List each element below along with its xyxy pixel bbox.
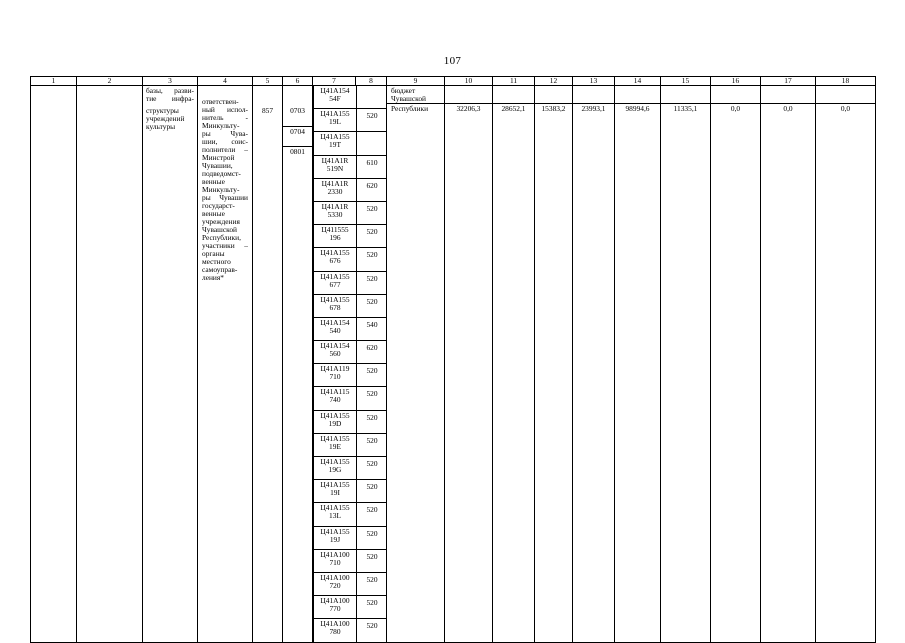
expense-type: 520 bbox=[357, 503, 387, 526]
code-part: 19J bbox=[329, 534, 341, 544]
code-part: 2330 bbox=[327, 186, 343, 196]
text-line: учреждений bbox=[146, 114, 185, 123]
header-cell: 13 bbox=[573, 77, 615, 86]
target-code bbox=[314, 225, 357, 248]
target-code bbox=[314, 596, 357, 619]
header-cell: 5 bbox=[253, 77, 283, 86]
target-code bbox=[314, 155, 357, 178]
code-part: Ц41А155 bbox=[320, 294, 350, 304]
expense-type: 520 bbox=[357, 526, 387, 549]
header-row bbox=[31, 77, 876, 86]
code-part: 196 bbox=[329, 233, 341, 243]
text-line: ответствен- bbox=[202, 97, 239, 106]
text-line: ры Чувашии bbox=[202, 193, 248, 202]
expense-type: 520 bbox=[357, 364, 387, 387]
cell-value: 28652,1 bbox=[493, 86, 535, 643]
cell-funding-source bbox=[387, 86, 445, 643]
expense-type: 520 bbox=[357, 387, 387, 410]
text-line: Минстрой bbox=[202, 153, 235, 162]
target-code bbox=[314, 433, 357, 456]
cell-event-name bbox=[143, 86, 198, 643]
text-line: Чувашии, bbox=[202, 161, 233, 170]
code-row bbox=[314, 549, 387, 572]
code-part: Ц41А155 bbox=[320, 410, 350, 420]
code-part: 560 bbox=[329, 349, 341, 359]
text-line: нитель - bbox=[202, 113, 248, 122]
text-line: ления* bbox=[202, 273, 224, 282]
section-code: 0704 bbox=[283, 126, 312, 146]
code-row bbox=[314, 433, 387, 456]
cell-value: 15383,2 bbox=[535, 86, 573, 643]
code-row bbox=[314, 526, 387, 549]
code-part: Ц41А155 bbox=[320, 271, 350, 281]
text-line: местного bbox=[202, 257, 231, 266]
code-part: Ц41А100 bbox=[320, 596, 350, 606]
header-cell: 1 bbox=[31, 77, 77, 86]
funding-line: бюджет bbox=[391, 86, 416, 95]
text-line: участники – bbox=[202, 241, 248, 250]
target-code bbox=[314, 410, 357, 433]
target-code bbox=[314, 480, 357, 503]
code-row bbox=[314, 317, 387, 340]
text-line: ры Чува- bbox=[202, 129, 248, 138]
code-part: 19D bbox=[328, 418, 342, 428]
code-part: 770 bbox=[329, 604, 341, 614]
expense-type: 520 bbox=[357, 596, 387, 619]
header-cell: 11 bbox=[493, 77, 535, 86]
target-code bbox=[314, 201, 357, 224]
code-row bbox=[314, 341, 387, 364]
expense-type: 520 bbox=[357, 457, 387, 480]
expense-type: 520 bbox=[357, 433, 387, 456]
text-line: культуры bbox=[146, 122, 176, 131]
text-line: самоуправ- bbox=[202, 265, 238, 274]
code-list bbox=[313, 86, 387, 642]
cell-value: 32206,3 bbox=[445, 86, 493, 643]
text-line: венные bbox=[202, 209, 225, 218]
code-row bbox=[314, 387, 387, 410]
target-code bbox=[314, 109, 357, 132]
code-row bbox=[314, 271, 387, 294]
header-cell: 16 bbox=[711, 77, 761, 86]
text-line: учреждения bbox=[202, 217, 240, 226]
cell-value: 0,0 bbox=[816, 86, 876, 643]
code-part: Ц41А155 bbox=[320, 480, 350, 490]
code-part: Ц41А100 bbox=[320, 572, 350, 582]
code-row bbox=[314, 572, 387, 595]
cell-executors bbox=[198, 86, 253, 643]
expense-type: 520 bbox=[357, 294, 387, 317]
header-cell: 9 bbox=[387, 77, 445, 86]
code-part: Ц41А155 bbox=[320, 457, 350, 466]
expense-type: 520 bbox=[357, 201, 387, 224]
target-code bbox=[314, 549, 357, 572]
header-cell: 14 bbox=[615, 77, 661, 86]
header-cell: 4 bbox=[198, 77, 253, 86]
code-part: 19T bbox=[329, 140, 341, 150]
header-cell: 18 bbox=[816, 77, 876, 86]
expense-type: 620 bbox=[357, 341, 387, 364]
cell-value: 0,0 bbox=[711, 86, 761, 643]
data-row bbox=[31, 86, 876, 643]
code-part: Ц41А1R bbox=[321, 178, 349, 188]
text-line: Республики, bbox=[202, 233, 241, 242]
code-part: 5330 bbox=[327, 209, 343, 219]
target-code bbox=[314, 364, 357, 387]
header-cell: 7 bbox=[313, 77, 356, 86]
code-row bbox=[314, 86, 387, 109]
code-part: Ц41А155 bbox=[320, 248, 350, 258]
code-row bbox=[314, 294, 387, 317]
code-part: 54F bbox=[329, 94, 341, 103]
code-part: Ц41А100 bbox=[320, 619, 350, 629]
code-part: Ц41А155 bbox=[320, 109, 350, 119]
code-row bbox=[314, 364, 387, 387]
target-code bbox=[314, 294, 357, 317]
target-code bbox=[314, 457, 357, 480]
text-line: ный испол- bbox=[202, 105, 248, 114]
code-row bbox=[314, 201, 387, 224]
code-row bbox=[314, 596, 387, 619]
code-part: Ц41А119 bbox=[320, 364, 350, 374]
code-row bbox=[314, 503, 387, 526]
code-part: 676 bbox=[329, 256, 341, 266]
cell-value: 0,0 bbox=[761, 86, 816, 643]
code-part: Ц41А155 bbox=[320, 433, 350, 443]
code-part: 540 bbox=[329, 325, 341, 335]
code-row bbox=[314, 480, 387, 503]
target-code bbox=[314, 503, 357, 526]
code-row bbox=[314, 155, 387, 178]
text-line: подведомст- bbox=[202, 169, 241, 178]
code-part: Ц41А154 bbox=[320, 341, 350, 351]
text-line: Минкульту- bbox=[202, 121, 240, 130]
target-code bbox=[314, 248, 357, 271]
expense-type: 520 bbox=[357, 572, 387, 595]
text-line: венные bbox=[202, 177, 225, 186]
text-line: государст- bbox=[202, 201, 235, 210]
target-code bbox=[314, 132, 357, 155]
code-row bbox=[314, 132, 387, 155]
text-line: структуры bbox=[146, 106, 179, 115]
target-code bbox=[314, 526, 357, 549]
header-cell: 8 bbox=[356, 77, 387, 86]
code-part: Ц41А155 bbox=[320, 503, 350, 513]
expense-type bbox=[357, 86, 387, 109]
funding-line: Чувашской bbox=[391, 94, 427, 103]
code-row bbox=[314, 109, 387, 132]
target-code bbox=[314, 86, 357, 109]
code-part: Ц41А1R bbox=[321, 201, 349, 211]
code-part: 519N bbox=[326, 163, 344, 173]
text-line: базы, разви- bbox=[146, 86, 194, 95]
code-part: Ц41А154 bbox=[320, 86, 350, 95]
target-code bbox=[314, 387, 357, 410]
text-line: полнители – bbox=[202, 145, 248, 154]
code-part: Ц41А155 bbox=[320, 526, 350, 536]
code-part: 677 bbox=[329, 279, 341, 289]
header-cell: 2 bbox=[77, 77, 143, 86]
expense-type: 520 bbox=[357, 225, 387, 248]
code-part: 740 bbox=[329, 395, 341, 405]
code-part: 720 bbox=[329, 580, 341, 590]
code-part: 710 bbox=[329, 557, 341, 567]
section-code: 0703 bbox=[290, 106, 305, 115]
expense-type: 520 bbox=[357, 480, 387, 503]
code-part: Ц41А154 bbox=[320, 317, 350, 327]
code-part: 19G bbox=[328, 465, 342, 474]
target-code bbox=[314, 341, 357, 364]
text-line: шии, соис- bbox=[202, 137, 248, 146]
code-row bbox=[314, 619, 387, 642]
expense-type: 520 bbox=[357, 248, 387, 271]
code-part: Ц411555 bbox=[321, 225, 349, 235]
cell-section bbox=[283, 86, 313, 643]
expense-type: 520 bbox=[357, 549, 387, 572]
expense-type: 520 bbox=[357, 271, 387, 294]
target-code bbox=[314, 317, 357, 340]
code-part: 19I bbox=[330, 488, 340, 498]
code-row bbox=[314, 225, 387, 248]
code-part: 678 bbox=[329, 302, 341, 312]
page-number: 107 bbox=[443, 55, 462, 67]
code-row bbox=[314, 457, 387, 480]
expense-type: 610 bbox=[357, 155, 387, 178]
code-part: Ц41А1R bbox=[321, 155, 349, 165]
cell-value: 11335,1 bbox=[661, 86, 711, 643]
text-line: тие инфра- bbox=[146, 94, 194, 103]
cell-col1 bbox=[31, 86, 77, 643]
cell-grbs: 857 bbox=[253, 86, 283, 643]
code-row bbox=[314, 248, 387, 271]
code-part: 19E bbox=[329, 441, 341, 451]
funding-line: Республики bbox=[391, 104, 429, 113]
cell-target-codes bbox=[313, 86, 387, 643]
target-code bbox=[314, 572, 357, 595]
code-part: Ц41А100 bbox=[320, 549, 350, 559]
header-cell: 6 bbox=[283, 77, 313, 86]
code-part: 19L bbox=[329, 117, 341, 127]
target-code bbox=[314, 178, 357, 201]
expense-type: 620 bbox=[357, 178, 387, 201]
expense-type bbox=[357, 132, 387, 155]
target-code bbox=[314, 271, 357, 294]
code-part: 13L bbox=[329, 511, 341, 521]
header-cell: 10 bbox=[445, 77, 493, 86]
expense-type: 540 bbox=[357, 317, 387, 340]
code-part: 780 bbox=[329, 627, 341, 637]
code-part: 710 bbox=[329, 372, 341, 382]
expense-type: 520 bbox=[357, 109, 387, 132]
header-cell: 12 bbox=[535, 77, 573, 86]
code-row bbox=[314, 410, 387, 433]
budget-table bbox=[30, 76, 876, 643]
text-line: Минкульту- bbox=[202, 185, 240, 194]
header-cell: 3 bbox=[143, 77, 198, 86]
code-part: Ц41А155 bbox=[320, 132, 350, 142]
expense-type: 520 bbox=[357, 619, 387, 642]
target-code bbox=[314, 619, 357, 642]
header-cell: 17 bbox=[761, 77, 816, 86]
text-line: органы bbox=[202, 249, 225, 258]
expense-type: 520 bbox=[357, 410, 387, 433]
section-code: 0801 bbox=[283, 146, 312, 156]
header-cell: 15 bbox=[661, 77, 711, 86]
cell-value: 98994,6 bbox=[615, 86, 661, 643]
text-line: Чувашской bbox=[202, 225, 238, 234]
code-part: Ц41А115 bbox=[320, 387, 350, 397]
cell-col2 bbox=[77, 86, 143, 643]
code-row bbox=[314, 178, 387, 201]
cell-value: 23993,1 bbox=[573, 86, 615, 643]
